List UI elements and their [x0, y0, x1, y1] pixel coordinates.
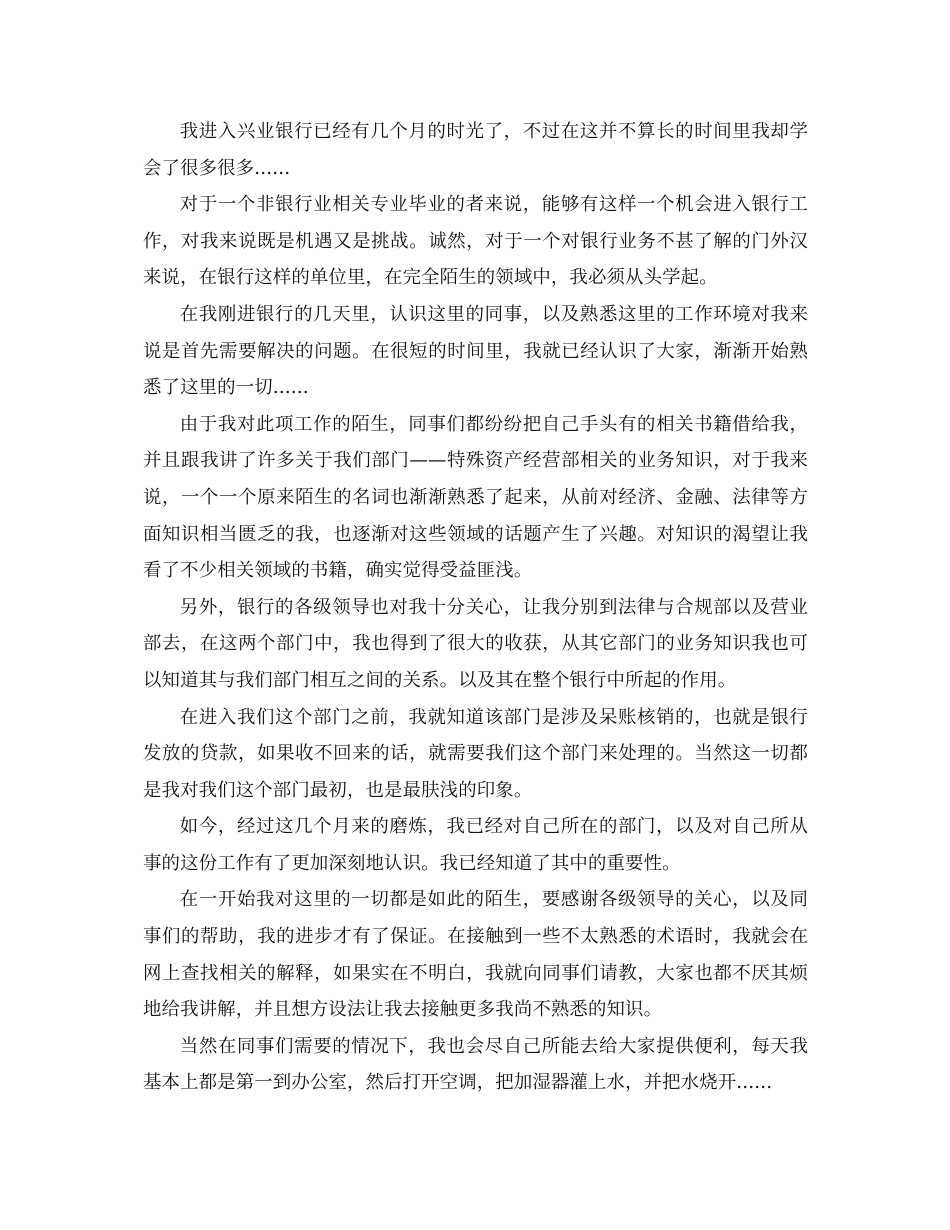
paragraph-6: 在进入我们这个部门之前，我就知道该部门是涉及呆账核销的，也就是银行发放的贷款，如果收不回来的话，就需要我们这个部门来处理的。当然这一切都是我对我们这个部门最初，也是最肤浅的印象。: [143, 706, 808, 801]
document-body: [143, 114, 808, 1102]
paragraph-7: 如今，经过这几个月来的磨炼，我已经对自己所在的部门，以及对自己所从事的这份工作有了更加深刻地认识。我已经知道了其中的重要性。: [143, 816, 808, 874]
paragraph-2: 对于一个非银行业相关专业毕业的者来说，能够有这样一个机会进入银行工作，对我来说既是机遇又是挑战。诚然，对于一个对银行业务不甚了解的门外汉来说，在银行这样的单位里，在完全陌生的领域中，我必须从头学起。: [143, 194, 808, 289]
paragraph-8: 在一开始我对这里的一切都是如此的陌生，要感谢各级领导的关心，以及同事们的帮助，我的进步才有了保证。在接触到一些不太熟悉的术语时，我就会在网上查找相关的解释，如果实在不明白，我就向同事们请教，大家也都不厌其烦地给我讲解，并且想方设法让我去接触更多我尚不熟悉的知识。: [143, 889, 808, 1021]
paragraph-9: 当然在同事们需要的情况下，我也会尽自己所能去给大家提供便利，每天我基本上都是第一到办公室，然后打开空调，把加湿器灌上水，并把水烧开......: [143, 1035, 808, 1094]
paragraph-1: 我进入兴业银行已经有几个月的时光了，不过在这并不算长的时间里我却学会了很多很多......: [143, 121, 808, 179]
paragraph-3: 在我刚进银行的几天里，认识这里的同事，以及熟悉这里的工作环境对我来说是首先需要解决的问题。在很短的时间里，我就已经认识了大家，渐渐开始熟悉了这里的一切......: [143, 303, 808, 399]
paragraph-5: 另外，银行的各级领导也对我十分关心，让我分别到法律与合规部以及营业部去，在这两个部门中，我也得到了很大的收获，从其它部门的业务知识我也可以知道其与我们部门相互之间的关系。以及其在整个银行中所起的作用。: [143, 596, 808, 691]
paragraph-4: 由于我对此项工作的陌生，同事们都纷纷把自己手头有的相关书籍借给我，并且跟我讲了许多关于我们部门——特殊资产经营部相关的业务知识，对于我来说，一个一个原来陌生的名词也渐渐熟悉了起来，从前对经济、金融、法律等方面知识相当匮乏的我，也逐渐对这些领域的话题产生了兴趣。对知识的渴望让我看了不少相关领域的书籍，确实觉得受益匪浅。: [143, 413, 808, 582]
